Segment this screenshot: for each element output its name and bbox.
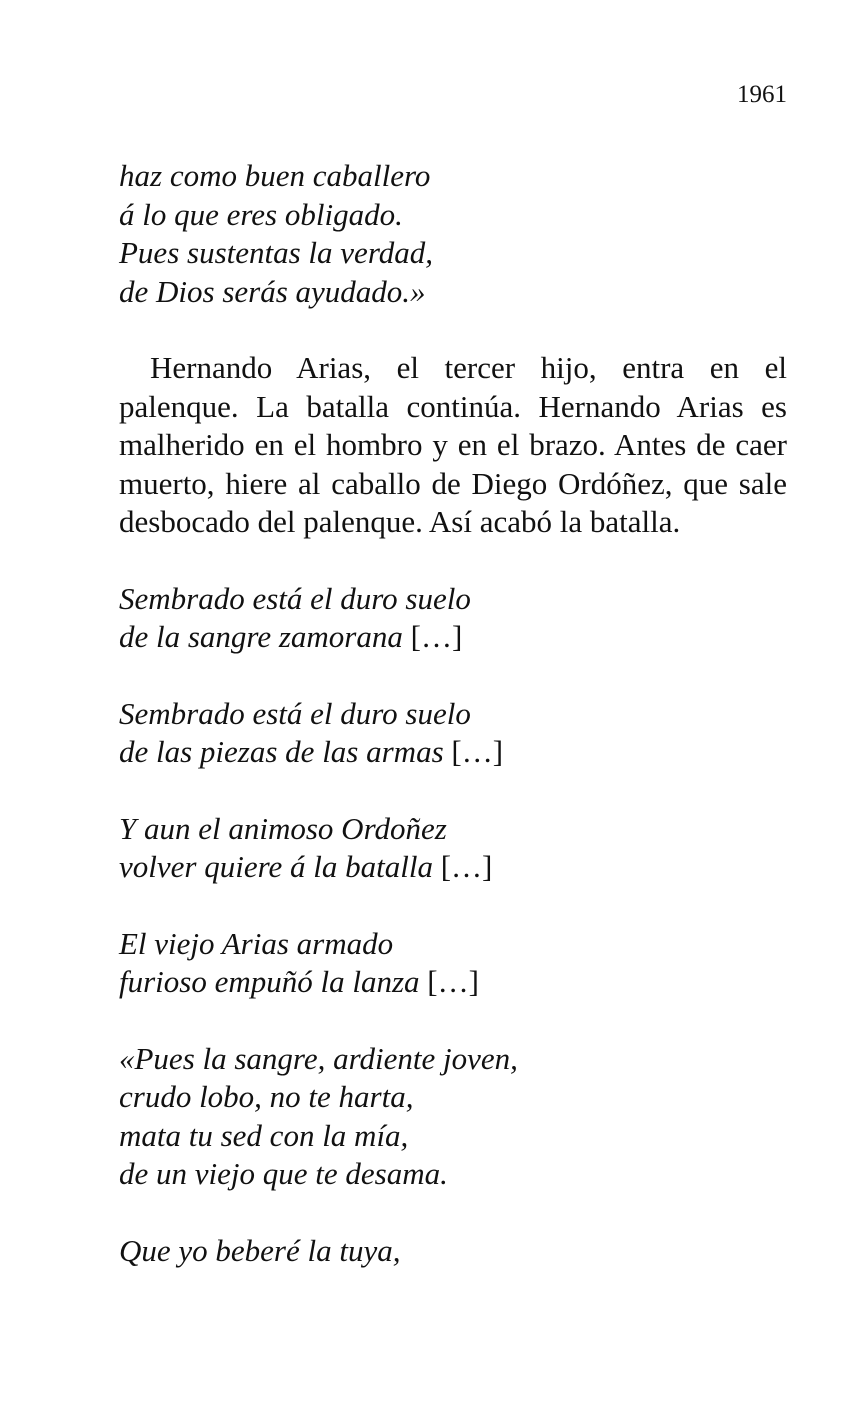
verse-line: «Pues la sangre, ardiente joven, [119, 1040, 518, 1076]
verse-text: furioso empuñó la lanza [119, 964, 420, 999]
verse-line [119, 733, 787, 772]
omission-mark: […] [440, 849, 493, 884]
verse-line [119, 963, 787, 1002]
page-number: 1961 [737, 81, 787, 108]
verse-line: Sembrado está el duro suelo [119, 695, 471, 731]
verse-stanza [119, 1232, 787, 1271]
verse-line: Que yo beberé la tuya, [119, 1232, 401, 1268]
omission-mark: […] [410, 619, 463, 654]
verse-line: El viejo Arias armado [119, 925, 394, 961]
verse-line: de Dios serás ayudado.» [119, 273, 426, 309]
verse-stanza [119, 695, 787, 772]
verse-line: haz como buen caballero [119, 158, 431, 193]
verse-line: Pues sustentas la verdad, [119, 235, 433, 270]
verse-line: á lo que eres obligado. [119, 196, 403, 232]
verse-line: Sembrado está el duro suelo [119, 580, 471, 616]
verse-line [119, 618, 787, 657]
verse-line: mata tu sed con la mía, [119, 1117, 409, 1153]
omission-mark: […] [451, 734, 504, 769]
verse-line: crudo lobo, no te harta, [119, 1079, 414, 1114]
omission-mark: […] [427, 964, 479, 999]
verse-stanza [119, 810, 787, 887]
verse-text: de la sangre zamorana [119, 619, 403, 654]
verse-line: Y aun el animoso Ordoñez [119, 810, 447, 846]
verse-stanza [119, 925, 787, 1002]
verse-line: de un viejo que te desama. [119, 1156, 448, 1191]
prose-paragraph: Hernando Arias, el tercer hijo, entra en el palenque. La batalla continúa. Hernando Arias es malherido en el hombro y en el brazo. Antes de caer muerto, hiere al caballo de Diego Ordóñez, que sale desbocado del palenque. Así acabó la batalla. [119, 350, 787, 539]
verse-line [119, 848, 787, 887]
verse-stanza [119, 580, 787, 657]
verse-text: de las piezas de las armas [119, 734, 444, 769]
verse-stanza [119, 1040, 787, 1194]
page-body [119, 157, 787, 1308]
verse-text: volver quiere á la batalla [119, 849, 433, 884]
verse-stanza [119, 157, 787, 311]
